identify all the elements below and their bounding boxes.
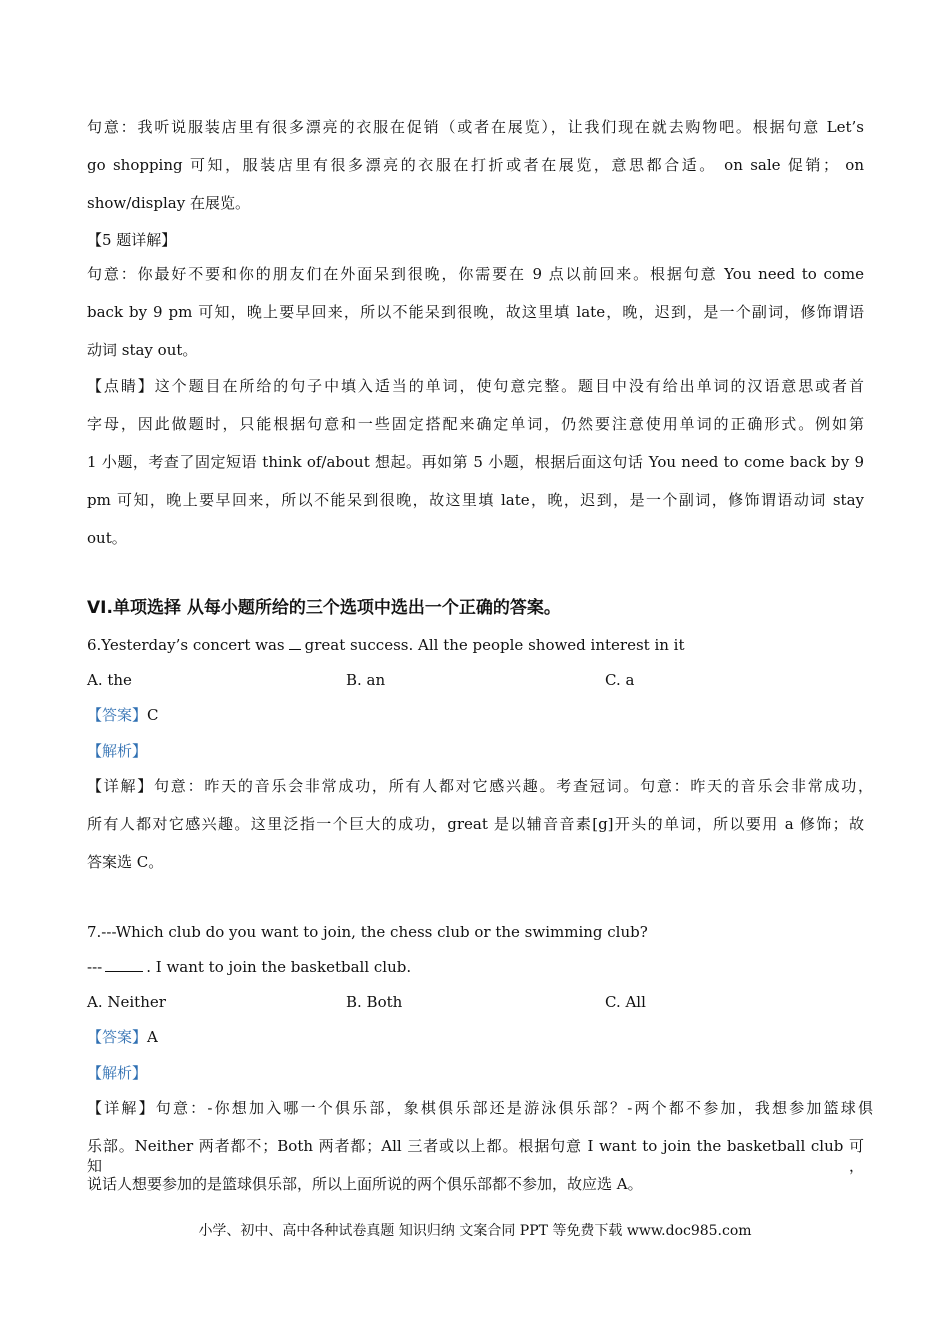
answer-value: A	[147, 1028, 158, 1046]
detail-line: 【详解】句意：-你想加入哪一个俱乐部，象棋俱乐部还是游泳俱乐部？-两个都不参加，我想参加篮球俱	[87, 1099, 873, 1117]
question-7-answer	[87, 1027, 158, 1047]
question-6-stem-end: great success. All the people showed interest in it	[304, 636, 685, 654]
tip-line: 【点睛】这个题目在所给的句子中填入适当的单词，使句意完整。题目中没有给出单词的汉语意思或者首	[87, 377, 864, 395]
answer-value: C	[147, 706, 159, 724]
paragraph-line: show/display 在展览。	[87, 194, 250, 212]
tip-line: pm 可知，晚上要早回来，所以不能呆到很晚，故这里填 late，晚，迟到，是一个副词，修饰谓语动词 stay	[87, 491, 864, 509]
question-6-answer	[87, 705, 159, 725]
paragraph-line: back by 9 pm 可知，晚上要早回来，所以不能呆到很晚，故这里填 late，晚，迟到，是一个副词，修饰谓语	[87, 303, 864, 321]
answer-tag: 【答案】	[87, 706, 148, 724]
detail-line: 所有人都对它感兴趣。这里泛指一个巨大的成功，great 是以辅音音素[g]开头的单词，所以要用 a 修饰；故	[87, 815, 864, 833]
section-heading: VI.单项选择 从每小题所给的三个选项中选出一个正确的答案。	[87, 598, 561, 618]
paragraph-line: go shopping 可知，服装店里有很多漂亮的衣服在打折或者在展览，意思都合适。 on sale 促销； on	[87, 156, 864, 174]
question-6-stem-start: 6.Yesterday’s concert was	[87, 636, 285, 654]
paragraph-line: 句意：你最好不要和你的朋友们在外面呆到很晚，你需要在 9 点以前回来。根据句意 You need to come	[87, 265, 864, 283]
question-6-stem	[87, 635, 685, 655]
analysis-tag: 【解析】	[87, 742, 148, 760]
paragraph-line: 句意：我听说服装店里有很多漂亮的衣服在促销（或者在展览），让我们现在就去购物吧。根据句意 Let’s	[87, 118, 864, 136]
tip-line: 字母，因此做题时，只能根据句意和一些固定搭配来确定单词，仍然要注意使用单词的正确形式。例如第	[87, 415, 864, 433]
tip-line: 1 小题，考查了固定短语 think of/about 想起。再如第 5 小题，根据后面这句话 You need to come back by 9	[87, 453, 864, 471]
response-dashes: ---	[87, 958, 103, 976]
detail-line: 答案选 C。	[87, 853, 164, 871]
answer-tag: 【答案】	[87, 1028, 148, 1046]
response-text: . I want to join the basketball club.	[146, 958, 412, 976]
detail-line: 说话人想要参加的是篮球俱乐部，所以上面所说的两个俱乐部都不参加，故应选 A。	[87, 1175, 643, 1193]
answer-blank	[289, 636, 301, 650]
analysis-tag: 【解析】	[87, 1064, 148, 1082]
page-footer: 小学、初中、高中各种试卷真题 知识归纳 文案合同 PPT 等免费下载 www.doc985.com	[198, 1223, 752, 1239]
detail-line: 乐部。Neither 两者都不；Both 两者都；All 三者或以上都。根据句意 I want to join the basketball club 可知，	[87, 1137, 864, 1175]
question-7-response	[87, 957, 411, 977]
answer-blank	[105, 958, 143, 972]
question-6-option-a: A. the	[87, 671, 132, 689]
question-5-heading: 【5 题详解】	[87, 231, 177, 249]
question-7-option-c: C. All	[605, 993, 646, 1011]
detail-line: 【详解】句意：昨天的音乐会非常成功，所有人都对它感兴趣。考查冠词。句意：昨天的音乐会非常成功，	[87, 777, 873, 795]
paragraph-line: 动词 stay out。	[87, 341, 198, 359]
question-6-option-b: B. an	[346, 671, 386, 689]
tip-line: out。	[87, 529, 127, 547]
question-6-option-c: C. a	[605, 671, 635, 689]
question-7-option-b: B. Both	[346, 993, 403, 1011]
question-7-stem: 7.---Which club do you want to join, the chess club or the swimming club?	[87, 923, 648, 941]
question-7-option-a: A. Neither	[87, 993, 166, 1011]
